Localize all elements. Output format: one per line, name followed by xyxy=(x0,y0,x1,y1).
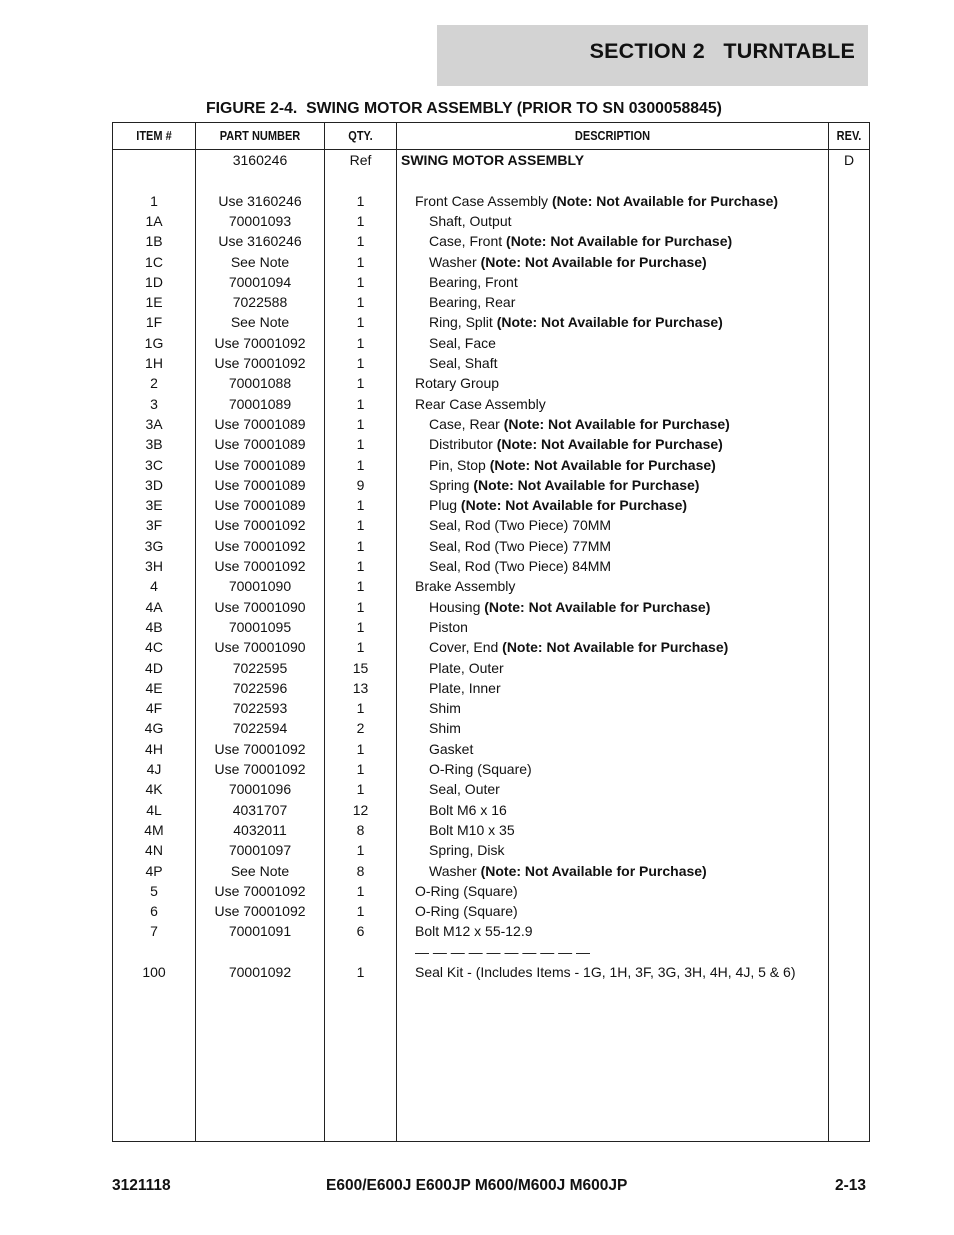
table-row xyxy=(113,576,869,596)
description-text: Case, Front xyxy=(429,233,507,250)
description-text: Seal, Rod (Two Piece) 84MM xyxy=(429,558,612,574)
part-number: 70001091 xyxy=(228,923,292,940)
section-header xyxy=(437,25,868,86)
table-row xyxy=(113,597,869,617)
part-number: 3160246 xyxy=(232,152,288,168)
description xyxy=(415,394,546,414)
footer-doc-number: 3121118 xyxy=(112,1177,171,1194)
quantity: 6 xyxy=(356,923,365,940)
quantity: 1 xyxy=(356,497,365,514)
part-number: 7022596 xyxy=(232,679,288,696)
description-text: Brake Assembly xyxy=(415,578,516,595)
item-number: 4 xyxy=(150,578,158,595)
description xyxy=(415,191,778,211)
part-number: Use 70001092 xyxy=(214,517,306,534)
availability-note: (Note: Not Available for Purchase) xyxy=(503,415,730,432)
description xyxy=(429,678,501,698)
header-part-number: PART NUMBER xyxy=(219,129,301,143)
part-number: Use 70001092 xyxy=(214,740,306,757)
table-row xyxy=(113,739,869,759)
quantity: 1 xyxy=(356,537,365,554)
quantity: 1 xyxy=(356,781,365,798)
part-number: See Note xyxy=(230,862,290,879)
description-text: Piston xyxy=(429,618,468,635)
description xyxy=(415,576,515,596)
part-number: 4032011 xyxy=(233,821,287,838)
quantity: 1 xyxy=(356,415,365,432)
description-text: Seal, Outer xyxy=(429,781,500,798)
part-number: 70001097 xyxy=(228,842,292,859)
part-number: 7022595 xyxy=(232,659,288,676)
part-number: 70001094 xyxy=(228,273,292,290)
quantity: 12 xyxy=(352,801,369,818)
quantity: 1 xyxy=(356,294,365,311)
description xyxy=(415,373,499,393)
item-number: 3 xyxy=(150,395,158,412)
part-number: 70001092 xyxy=(228,964,292,980)
table-row xyxy=(113,455,869,475)
description-text: Plate, Inner xyxy=(429,679,501,696)
quantity: 1 xyxy=(356,355,365,371)
description xyxy=(429,414,730,434)
table-row xyxy=(113,515,869,535)
footer-page-number: 2-13 xyxy=(834,1177,866,1194)
quantity: 1 xyxy=(356,334,365,351)
item-number: 3D xyxy=(145,476,163,493)
description-text: Front Case Assembly xyxy=(415,192,552,209)
table-row xyxy=(113,414,869,434)
quantity: 1 xyxy=(356,314,365,331)
table-row xyxy=(113,759,869,779)
table-row xyxy=(113,150,869,170)
item-number: 1G xyxy=(144,334,164,351)
description-text: Ring, Split xyxy=(429,314,497,331)
description xyxy=(429,292,515,312)
item-number: 4D xyxy=(145,659,163,676)
description-text: Gasket xyxy=(429,740,474,757)
description-text: Shim xyxy=(429,700,461,717)
quantity: 8 xyxy=(356,821,365,838)
description xyxy=(429,536,611,556)
quantity: 1 xyxy=(356,273,365,290)
header-description: DESCRIPTION xyxy=(574,129,651,143)
item-number: 4G xyxy=(144,720,164,737)
item-number: 6 xyxy=(150,903,158,920)
part-number: 70001095 xyxy=(228,618,292,635)
table-row xyxy=(113,272,869,292)
description xyxy=(429,617,468,637)
description xyxy=(429,455,716,475)
part-number: 7022588 xyxy=(232,294,288,311)
item-number: 1H xyxy=(145,355,163,371)
description-text: Washer xyxy=(429,862,481,879)
part-number: 70001096 xyxy=(228,781,292,798)
section-title: SECTION 2 TURNTABLE xyxy=(589,39,855,63)
item-number: 1 xyxy=(150,192,158,209)
table-row xyxy=(113,921,869,941)
description xyxy=(429,312,723,332)
quantity: 1 xyxy=(356,233,365,250)
item-number: 3A xyxy=(145,415,163,432)
revision: D xyxy=(843,152,855,168)
description xyxy=(429,272,518,292)
quantity: 15 xyxy=(352,659,369,676)
availability-note: (Note: Not Available for Purchase) xyxy=(496,314,723,331)
description xyxy=(429,353,498,373)
description-text: Seal, Shaft xyxy=(429,355,498,371)
item-number: 2 xyxy=(150,375,158,392)
item-number: 4N xyxy=(145,842,163,859)
part-number: See Note xyxy=(230,253,290,270)
description-text: Cover, End xyxy=(429,639,503,656)
part-number: Use 70001090 xyxy=(214,639,306,656)
availability-note: (Note: Not Available for Purchase) xyxy=(480,253,707,270)
part-number: Use 70001089 xyxy=(214,497,306,514)
description xyxy=(415,962,795,982)
description xyxy=(429,597,710,617)
item-number: 1A xyxy=(145,212,163,229)
item-number: 4H xyxy=(145,740,163,757)
part-number: 4031707 xyxy=(232,801,288,818)
quantity: 1 xyxy=(356,598,365,615)
quantity: 1 xyxy=(356,375,365,392)
item-number: 3B xyxy=(145,436,163,453)
quantity: 1 xyxy=(356,578,365,595)
description xyxy=(415,942,590,962)
quantity: 1 xyxy=(356,395,365,412)
item-number: 4J xyxy=(146,761,162,777)
quantity: 2 xyxy=(356,720,365,737)
description xyxy=(429,861,707,881)
part-number: 70001093 xyxy=(228,212,292,229)
quantity: Ref xyxy=(349,152,372,168)
description xyxy=(429,252,707,272)
item-number: 3E xyxy=(145,497,163,514)
table-row xyxy=(113,779,869,799)
description xyxy=(429,718,461,738)
description-text: Rear Case Assembly xyxy=(415,395,546,412)
availability-note: (Note: Not Available for Purchase) xyxy=(460,497,688,514)
table-row xyxy=(113,820,869,840)
item-number: 1B xyxy=(145,233,163,250)
quantity: 1 xyxy=(356,618,365,635)
part-number: Use 70001092 xyxy=(214,903,306,920)
description-text: Pin, Stop xyxy=(429,456,490,473)
table-row xyxy=(113,394,869,414)
quantity: 1 xyxy=(356,903,365,920)
quantity: 1 xyxy=(356,456,365,473)
item-number: 1D xyxy=(145,273,163,290)
availability-note: (Note: Not Available for Purchase) xyxy=(480,862,707,879)
table-row xyxy=(113,312,869,332)
part-number: Use 70001092 xyxy=(214,537,306,554)
description-text: Bolt M12 x 55-12.9 xyxy=(415,923,533,940)
description xyxy=(429,495,687,515)
quantity: 1 xyxy=(356,964,365,980)
description xyxy=(429,333,496,353)
description-text: Seal, Rod (Two Piece) 77MM xyxy=(429,537,612,554)
quantity: 13 xyxy=(352,679,369,696)
item-number: 100 xyxy=(142,964,166,980)
table-row xyxy=(113,333,869,353)
table-row xyxy=(113,231,869,251)
description xyxy=(429,840,504,860)
part-number: Use 70001089 xyxy=(214,456,306,473)
description-text: Plate, Outer xyxy=(429,659,504,676)
description xyxy=(429,515,611,535)
description-text: Spring, Disk xyxy=(429,842,505,859)
item-number: 4K xyxy=(145,781,163,798)
table-row xyxy=(113,840,869,860)
availability-note: (Note: Not Available for Purchase) xyxy=(502,639,729,656)
description-text: Shim xyxy=(429,720,461,737)
description-text: Seal Kit - (Includes Items - 1G, 1H, 3F, 3G, 3H, 4H, 4J, 5 & 6) xyxy=(415,964,796,980)
part-number: 7022593 xyxy=(232,700,288,717)
description xyxy=(429,556,611,576)
item-number: 1E xyxy=(145,294,163,311)
part-number: Use 70001090 xyxy=(214,598,306,615)
table-row xyxy=(113,800,869,820)
description-text: Seal, Rod (Two Piece) 70MM xyxy=(429,517,612,534)
footer-models: E600/E600J E600JP M600/M600J M600JP xyxy=(326,1177,628,1194)
availability-note: (Note: Not Available for Purchase) xyxy=(484,598,711,615)
table-row xyxy=(113,536,869,556)
description xyxy=(429,820,515,840)
quantity: 1 xyxy=(356,558,365,574)
item-number: 4P xyxy=(145,862,163,879)
part-number: 7022594 xyxy=(232,720,288,737)
part-number: 70001089 xyxy=(228,395,292,412)
quantity: 1 xyxy=(356,842,365,859)
table-header-row xyxy=(113,123,869,150)
table-row xyxy=(113,617,869,637)
table-row xyxy=(113,353,869,373)
availability-note: (Note: Not Available for Purchase) xyxy=(489,456,716,473)
description-text: Washer xyxy=(429,253,481,270)
parts-table xyxy=(112,122,870,1142)
part-number: Use 70001092 xyxy=(214,558,306,574)
quantity: 1 xyxy=(356,740,365,757)
part-number: Use 70001092 xyxy=(214,882,306,899)
table-row xyxy=(113,292,869,312)
availability-note: (Note: Not Available for Purchase) xyxy=(551,192,779,209)
quantity: 1 xyxy=(356,517,365,534)
item-number: 3G xyxy=(144,537,164,554)
item-number: 4B xyxy=(145,618,163,635)
part-number: Use 70001089 xyxy=(214,476,306,493)
description xyxy=(429,698,461,718)
item-number: 1C xyxy=(145,253,163,270)
table-row xyxy=(113,434,869,454)
quantity: 1 xyxy=(356,639,365,656)
header-rev: REV. xyxy=(836,129,862,143)
description-text: SWING MOTOR ASSEMBLY xyxy=(401,152,585,168)
quantity: 1 xyxy=(356,436,365,453)
description-text: Seal, Face xyxy=(429,334,496,351)
figure-title: FIGURE 2-4. SWING MOTOR ASSEMBLY (PRIOR TO SN 0300058845) xyxy=(206,100,722,117)
item-number: 3H xyxy=(145,558,163,574)
description-text: Bolt M10 x 35 xyxy=(429,821,515,838)
part-number: See Note xyxy=(230,314,290,331)
table-row xyxy=(113,901,869,921)
description-text: Bearing, Rear xyxy=(429,294,516,311)
item-number: 1F xyxy=(145,314,163,331)
part-number: Use 70001089 xyxy=(214,415,306,432)
part-number: 70001090 xyxy=(228,578,292,595)
description xyxy=(415,881,518,901)
part-number: Use 70001092 xyxy=(214,355,306,371)
description xyxy=(429,434,723,454)
table-row xyxy=(113,191,869,211)
description xyxy=(429,739,473,759)
part-number: 70001088 xyxy=(228,375,292,392)
description xyxy=(429,637,728,657)
description-text: O-Ring (Square) xyxy=(429,761,532,777)
item-number: 4A xyxy=(145,598,163,615)
item-number: 5 xyxy=(150,882,158,899)
availability-note: (Note: Not Available for Purchase) xyxy=(496,436,723,453)
description-text: Bearing, Front xyxy=(429,273,518,290)
table-row xyxy=(113,881,869,901)
item-number: 3F xyxy=(145,517,163,534)
description-text: — — — — — — — — — — xyxy=(415,943,591,960)
part-number: Use 70001092 xyxy=(214,334,306,351)
description xyxy=(429,475,699,495)
item-number: 4L xyxy=(146,801,162,818)
description-text: Shaft, Output xyxy=(429,212,512,229)
table-row xyxy=(113,211,869,231)
item-number: 4E xyxy=(145,679,163,696)
quantity: 9 xyxy=(356,476,365,493)
part-number: Use 70001089 xyxy=(214,436,306,453)
description-text: Distributor xyxy=(429,436,497,453)
item-number: 7 xyxy=(150,923,158,940)
quantity: 8 xyxy=(356,862,365,879)
table-row xyxy=(113,373,869,393)
item-number: 4M xyxy=(144,821,164,838)
description-text: Spring xyxy=(429,476,474,493)
description-text: O-Ring (Square) xyxy=(415,882,518,899)
availability-note: (Note: Not Available for Purchase) xyxy=(506,233,733,250)
description xyxy=(429,211,512,231)
description-text: Plug xyxy=(429,497,461,514)
table-row xyxy=(113,698,869,718)
table-row xyxy=(113,718,869,738)
description-text: Rotary Group xyxy=(415,375,500,392)
table-row xyxy=(113,962,869,982)
description-text: Bolt M6 x 16 xyxy=(429,801,507,818)
quantity: 1 xyxy=(356,192,365,209)
header-qty: QTY. xyxy=(348,129,373,143)
description xyxy=(415,921,533,941)
quantity: 1 xyxy=(356,761,365,777)
description xyxy=(429,231,732,251)
description xyxy=(415,901,518,921)
quantity: 1 xyxy=(356,212,365,229)
description xyxy=(429,779,500,799)
header-item: ITEM # xyxy=(136,129,172,143)
quantity: 1 xyxy=(356,253,365,270)
table-row xyxy=(113,252,869,272)
table-row xyxy=(113,678,869,698)
description-text: Case, Rear xyxy=(429,415,504,432)
table-row xyxy=(113,556,869,576)
part-number: Use 3160246 xyxy=(218,233,302,250)
description-text: O-Ring (Square) xyxy=(415,903,518,920)
part-number: Use 70001092 xyxy=(214,761,306,777)
item-number: 4F xyxy=(145,700,163,717)
description xyxy=(429,658,504,678)
table-row xyxy=(113,942,869,962)
item-number: 3C xyxy=(145,456,163,473)
description xyxy=(401,150,584,170)
description xyxy=(429,800,507,820)
table-row xyxy=(113,637,869,657)
description xyxy=(429,759,532,779)
part-number: Use 3160246 xyxy=(218,192,302,209)
availability-note: (Note: Not Available for Purchase) xyxy=(473,476,700,493)
table-row xyxy=(113,495,869,515)
quantity: 1 xyxy=(356,882,365,899)
description-text: Housing xyxy=(429,598,485,615)
table-row xyxy=(113,861,869,881)
item-number: 4C xyxy=(145,639,163,656)
quantity: 1 xyxy=(356,700,365,717)
table-row xyxy=(113,658,869,678)
table-row xyxy=(113,475,869,495)
